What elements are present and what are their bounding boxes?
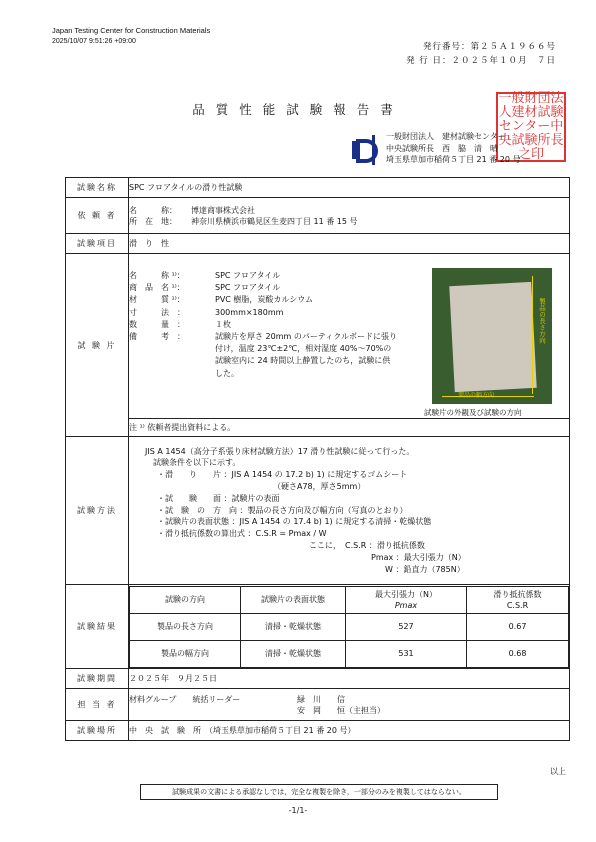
table-row: 製品の幅方向 清掃・乾燥状態 531 0.68 xyxy=(130,640,569,667)
specimen-label: 試 験 片 xyxy=(66,254,129,437)
test-name-value: SPC フロアタイルの滑り性試験 xyxy=(129,178,570,198)
staff-value: 材料グループ 統括リーダー 緑 川 信 安 岡 恒（主担当） xyxy=(129,689,570,721)
org-english-name: Japan Testing Center for Construction Materials xyxy=(52,26,211,35)
specimen-details: 名 称 ¹⁾： SPC フロアタイル 商 品 名 ¹⁾： SPC フロアタイル 材 質 ¹⁾： PVC 樹脂，炭酸カルシウム 寸 法 ： 300mm×180mm 数 量 ： １枚 備 考 ： 試験片を厚さ 20mm のパーティクルボードに張り付け，温度 23℃±2℃，相対湿度 40%～70%の試験室内に 24 時間以上静置したのち，試験に供した。 xyxy=(129,254,570,419)
specimen-tile xyxy=(449,282,536,392)
length-direction-label: 製品の長さ方向 xyxy=(538,298,546,344)
method-value: JIS A 1454（高分子系張り床材試験方法）17 滑り性試験に従って行った。 試験条件を以下に示す。 ・滑 り 片 ：JIS A 1454 の 17.2 b) 1) に規定するゴムシート （硬さA78，厚さ5mm） ・試 験 面 ：試験片の表面 ・試 験 の 方 向 ：製品の長さ方向及び幅方向（写真のとおり） ・試験片の表面状態 ：JIS A 1454 の 17.4 b) 1) に規定する清掃・乾燥状態 ・滑り抵抗係数の算出式 ：C.S.R = Pmax / W ここに， C.S.R ：滑り抵抗係数 Pmax ：最大引張力（N） W ：鉛直力（785N） xyxy=(129,437,570,585)
official-seal: 一般財団法人建材試験センター中央試験所長之印 xyxy=(496,92,566,162)
result-table: 試験の方向 試験片の表面状態 最大引張力（N） Pmax 滑り抵抗係数 C.S.R 製品の長さ方向 清掃・乾燥状態 527 0.67 製品の幅方向 清掃・乾燥状態 531 0.68 xyxy=(129,586,569,668)
period-value: ２０２５年 ９月２５日 xyxy=(129,669,570,689)
signature-timestamp: 2025/10/07 9:51:26 +09:00 xyxy=(52,38,136,45)
staff-label: 担 当 者 xyxy=(66,689,129,721)
report-title: 品質性能試験報告書 xyxy=(192,102,404,117)
test-name-label: 試験名称 xyxy=(66,178,129,198)
jtccm-logo-icon xyxy=(352,135,380,165)
method-label: 試験方法 xyxy=(66,437,129,585)
issue-date: 発 行 日：２０２５年１０月 ７日 xyxy=(406,56,556,66)
page-number: -1/1- xyxy=(288,806,308,815)
place-value: 中 央 試 験 所 （埼玉県草加市稲荷５丁目 21 番 20 号） xyxy=(129,721,570,741)
result-label: 試験結果 xyxy=(66,585,129,669)
specimen-footnote: 注 ¹⁾ 依頼者提出資料による。 xyxy=(129,419,570,437)
end-mark: 以上 xyxy=(550,767,566,776)
client-value: 名 称： 博達商事株式会社 所 在 地： 神奈川県横浜市鶴見区生麦四丁目 11 番 15 号 xyxy=(129,198,570,234)
test-item-value: 滑 り 性 xyxy=(129,234,570,254)
test-item-label: 試験項目 xyxy=(66,234,129,254)
place-label: 試験場所 xyxy=(66,721,129,741)
specimen-photo xyxy=(432,268,552,404)
issuer-block: 一般財団法人 建材試験センター 中央試験所長 西 脇 清 晴 埼玉県草加市稲荷５丁目 21 番 20 号 xyxy=(386,132,521,164)
copy-notice: 試験成果の文書による承認なしでは，完全な複製を除き，一部分のみを複製してはならない。 xyxy=(140,784,498,800)
client-label: 依 頼 者 xyxy=(66,198,129,234)
length-arrow xyxy=(532,276,533,394)
result-table-cell xyxy=(129,585,570,669)
report-table xyxy=(65,177,570,741)
issue-number: 発行番号：第２５Ａ１９６６号 xyxy=(422,42,556,52)
period-label: 試験期間 xyxy=(66,669,129,689)
photo-caption: 試験片の外観及び試験の方向 xyxy=(424,408,522,417)
table-row: 製品の長さ方向 清掃・乾燥状態 527 0.67 xyxy=(130,613,569,640)
width-direction-label: 製品の幅方向 xyxy=(458,392,495,399)
